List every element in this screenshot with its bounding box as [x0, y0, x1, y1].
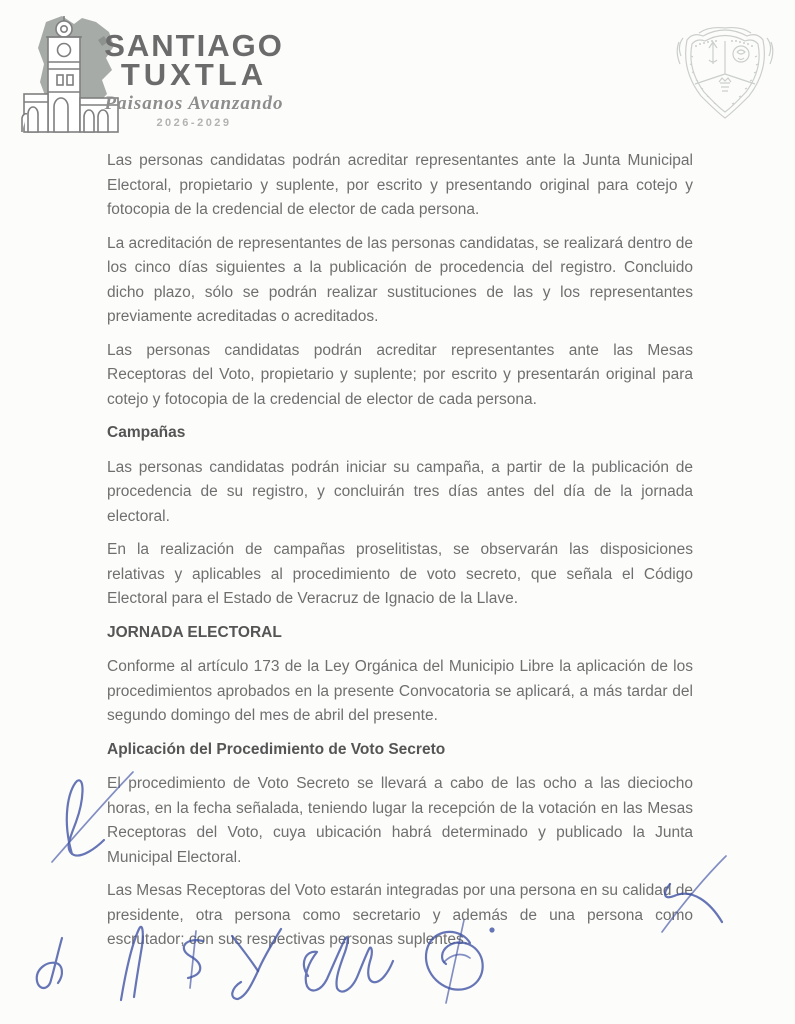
paragraph: En la realización de campañas proselitistas, se observarán las disposiciones relativas y aplicables al procedimiento de voto secreto, que señala el Código Electoral para el Estado de Veracruz de Ignacio de la Llave. — [107, 541, 693, 607]
paragraph: La acreditación de representantes de las personas candidatas, se realizará dentro de los cinco días siguientes a la publicación de procedencia del registro. Concluido dicho plazo, sólo se podrán realizar sustituciones de las y los representantes previamente acreditadas o acreditados. — [107, 234, 693, 325]
paragraph: Las personas candidatas podrán iniciar su campaña, a partir de la publicación de procedencia de su registro, y concluirán tres días antes del día de la jornada electoral. — [107, 458, 693, 525]
document-body — [107, 149, 693, 962]
brand-years: 2026-2029 — [156, 116, 232, 129]
signature-initial-d — [37, 938, 62, 988]
paragraph: Las personas candidatas podrán acreditar representantes ante la Junta Municipal Electoral, propietario y suplente, por escrito y presentando original para cotejo y fotocopia de la credencial de elector de cada persona. — [107, 152, 693, 218]
coat-of-arms-watermark — [665, 12, 785, 137]
section-heading: JORNADA ELECTORAL — [107, 623, 282, 641]
section-heading: Campañas — [107, 424, 186, 441]
paragraph: Las personas candidatas podrán acreditar representantes ante las Mesas Receptoras del Voto, propietario y suplente; por escrito y presentarán original para cotejo y fotocopia de la credencial de elector de cada persona. — [107, 341, 693, 408]
brand-wordmark — [86, 30, 302, 129]
paragraph: El procedimiento de Voto Secreto se llevará a cabo de las ocho a las dieciocho horas, en la fecha señalada, teniendo lugar la recepción de la votación en las Mesas Receptoras del Voto, cuya ubicación habrá determinado y publicado la Junta Municipal Electoral. — [107, 775, 693, 866]
paragraph: Las Mesas Receptoras del Voto estarán integradas por una persona en su calidad de presidente, otra persona como secretario y además de una persona como escrutador; con sus respectivas personas suplentes. — [107, 882, 693, 948]
section-heading: Aplicación del Procedimiento de Voto Secreto — [107, 740, 446, 758]
brand-tagline: Paisanos Avanzando — [104, 92, 284, 114]
coat-of-arms-icon — [665, 12, 785, 137]
brand-line1: SANTIAGO — [104, 28, 284, 63]
brand-line2: TUXTLA — [120, 57, 268, 92]
paragraph: Conforme al artículo 173 de la Ley Orgánica del Municipio Libre la aplicación de los procedimientos aprobados en la presente Convocatoria se aplicará, a más tardar del segundo domingo del mes de abril del presente. — [107, 658, 693, 724]
